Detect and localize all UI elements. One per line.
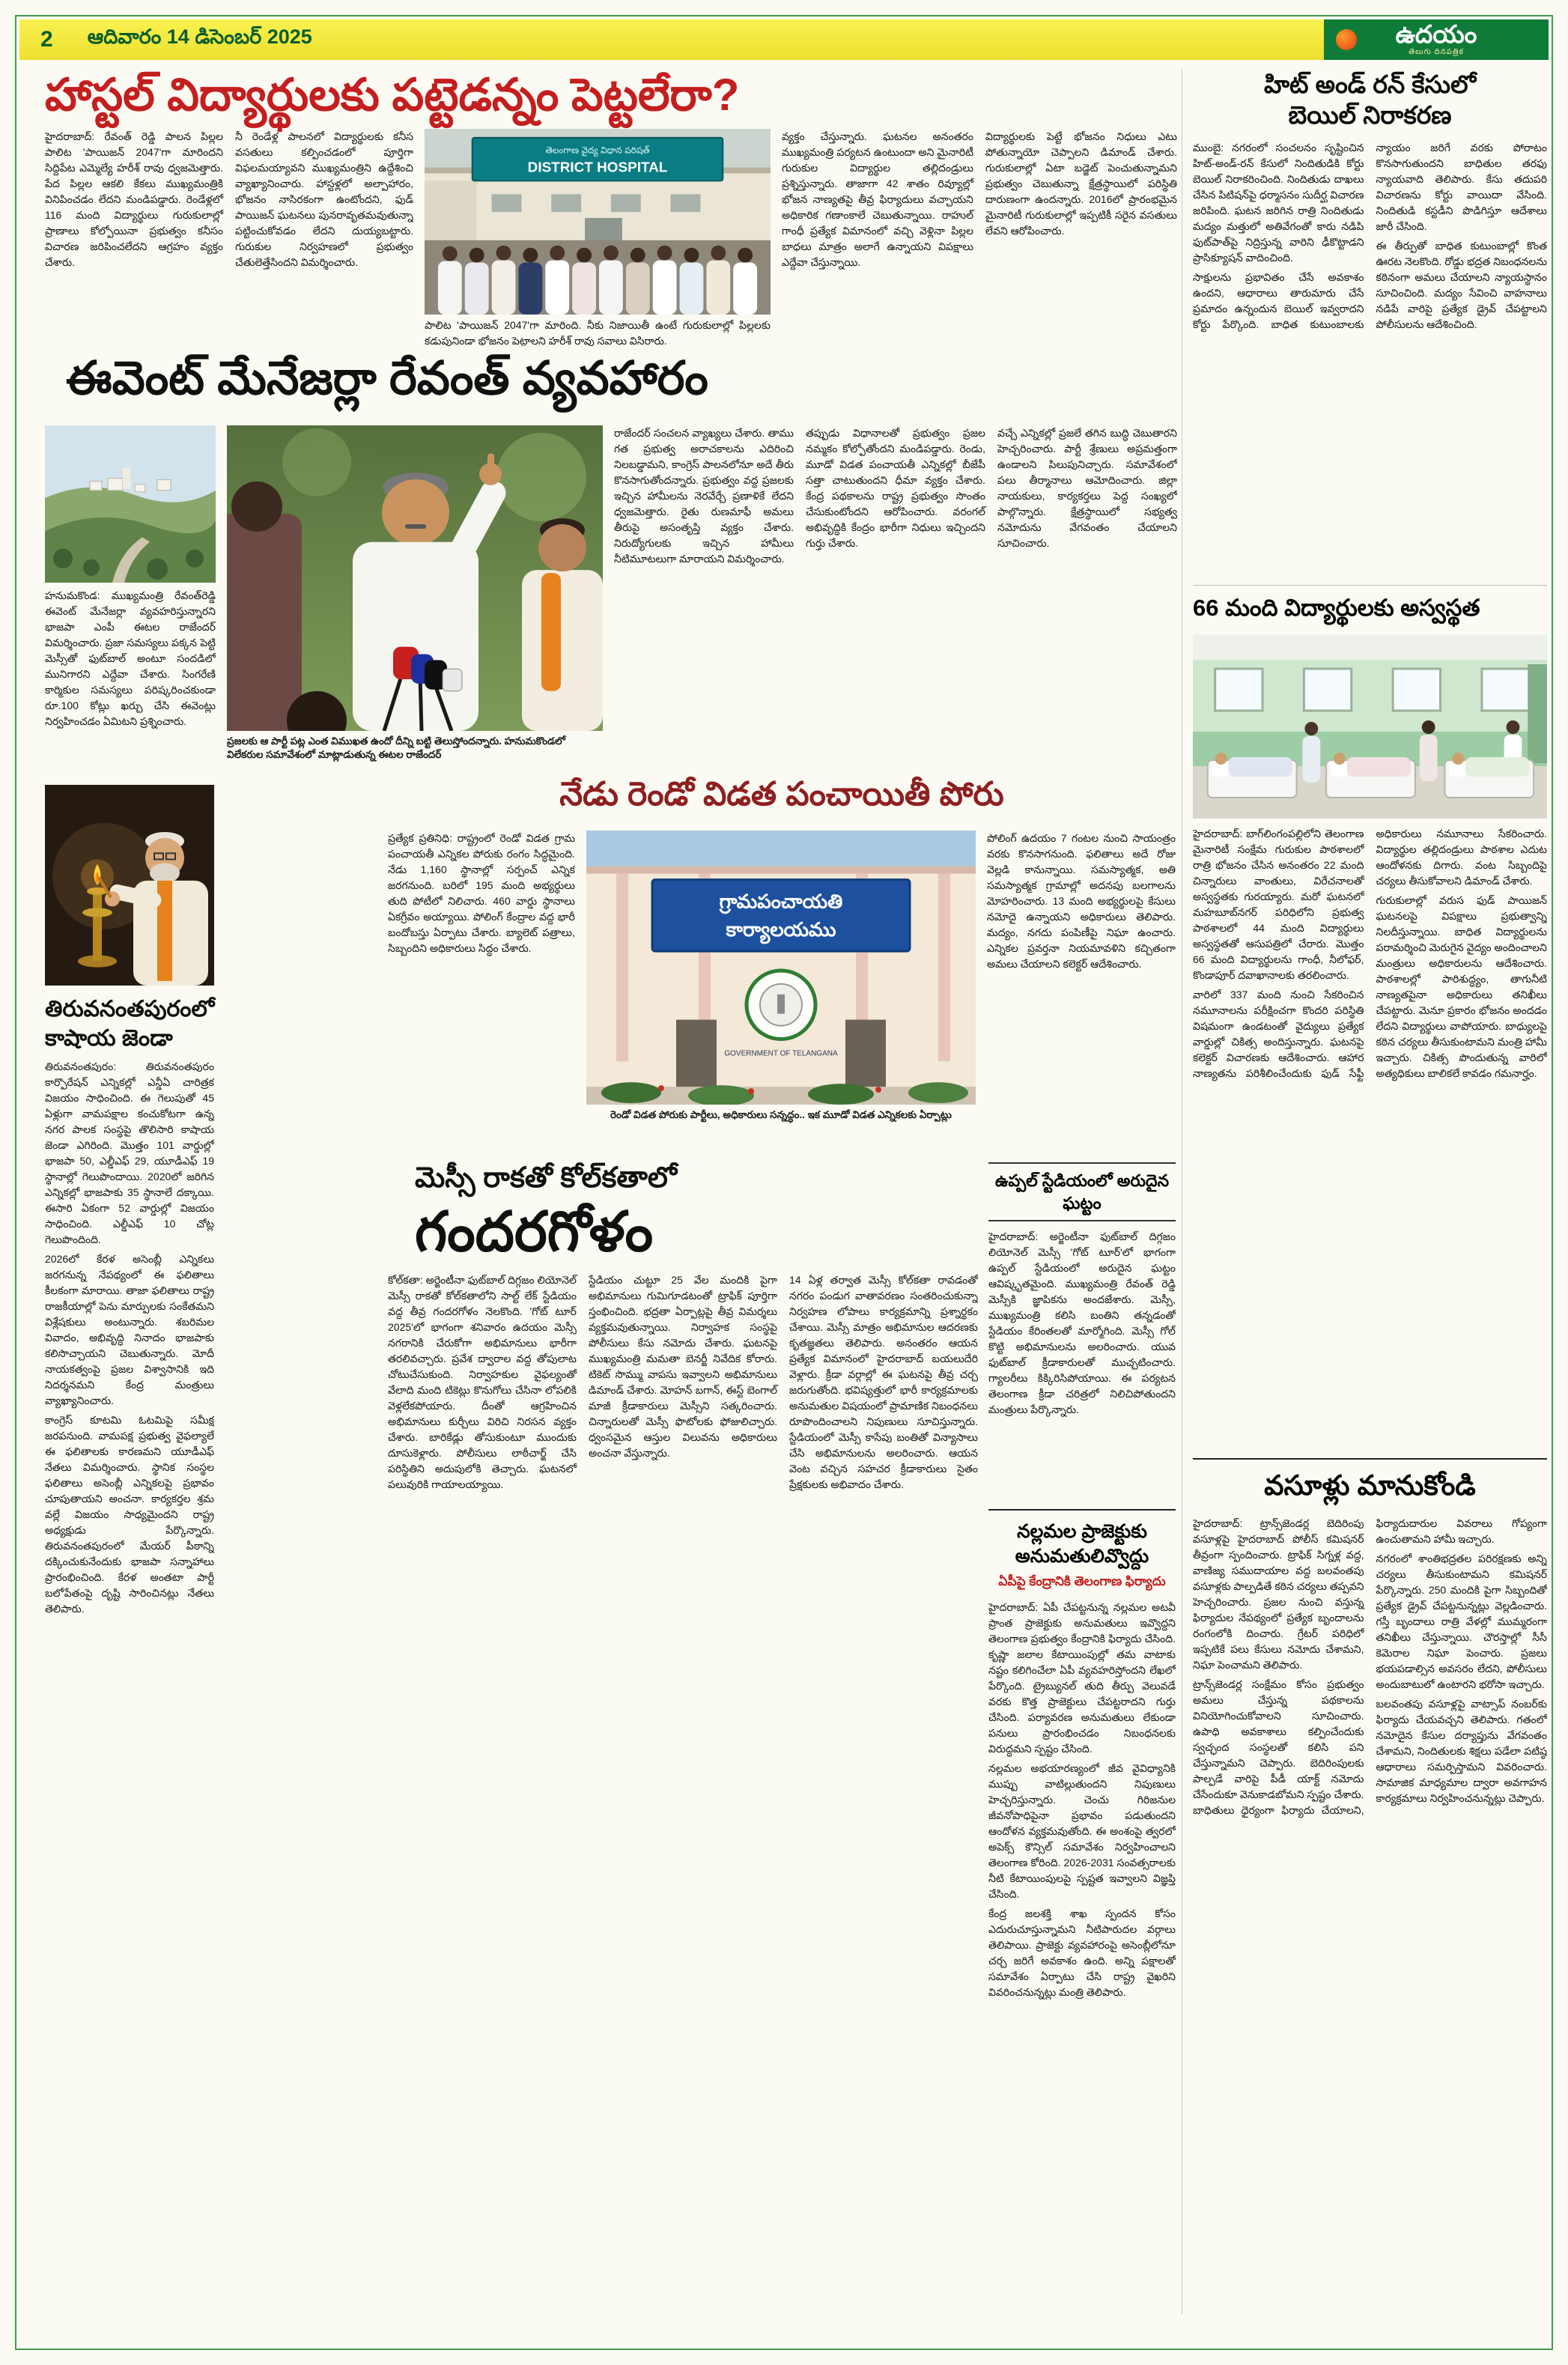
hit-and-run-headline — [1193, 69, 1547, 131]
event-body-left: హనుమకొండ: ముఖ్యమంత్రి రేవంత్‌రెడ్డి ఈవెంట్ మేనేజర్లా వ్యవహరిస్తున్నారని భాజపా ఎంపీ ఈటల రాజేందర్ విమర్శించారు. ప్రజా సమస్యలు పక్కన పెట్టి మెస్సీతో ఫుట్‌బాల్ అంటూ సందడిలో మునిగారని ఎద్దేవా చేశారు. సింగరేణి కార్మికుల సమస్యలు పరిష్కరించకుండా రూ.100 కోట్లు ఖర్చు చేసి ఈవెంట్లు నిర్వహించడం ఏమిటని ప్రశ్నించారు. — [45, 589, 216, 727]
right-rail — [1182, 69, 1547, 2314]
district-hospital-illustration — [425, 129, 771, 315]
newspaper-logo — [1324, 19, 1549, 60]
masthead-bar — [19, 19, 1549, 60]
lead-body-left: హైదరాబాద్: రేవంత్ రెడ్డి పాలన పిల్లల పాలిట 'పాయిజన్ 2047'గా మారిందని సిద్దిపేట ఎమ్మెల్యే హరీశ్ రావు ధ్వజమెత్తారు. పేద పిల్లల ఆకలి కేకలు ముఖ్యమంత్రికి వినిపించడం లేదని మండిపడ్డారు. రెండేళ్లలో 116 మంది విద్యార్థులు గురుకులాల్లో ప్రాణాలు కోల్పోయినా ప్రభుత్వం కనీసం విచారణ జరిపించలేదని ఆగ్రహం వ్యక్తం చేశారు. నీ రెండేళ్ల పాలనలో విద్యార్థులకు కనీస వసతులు కల్పించడంలో పూర్తిగా విఫలమయ్యావని ముఖ్యమంత్రిని ఉద్దేశించి వ్యాఖ్యానించారు. హాస్టళ్లలో అల్పాహారం, భోజనం నాసిరకంగా ఉంటోందని, ఫుడ్ పాయిజన్ ఘటనలు పునరావృతమవుతున్నా పట్టించుకోవడం లేదని దుయ్యబట్టారు. గురుకుల నిర్వహణలో ప్రభుత్వం చేతులెత్తేసిందని విమర్శించారు. — [45, 130, 413, 268]
uppal-body: హైదరాబాద్: అర్జెంటీనా ఫుట్‌బాల్ దిగ్గజం లియోనెల్ మెస్సీ 'గోట్ టూర్'లో భాగంగా ఉప్పల్ స్టేడియంలో అరుదైన ఘట్టం ఆవిష్కృతమైంది. ముఖ్యమంత్రి రేవంత్ రెడ్డి మెస్సీకి జ్ఞాపికను అందజేశారు. మెస్సీ, ముఖ్యమంత్రి కలిసి బంతిని తన్నడంతో స్టేడియం కేరింతలతో మార్మోగింది. మెస్సీ గోల్ కొట్టి అభిమానులను అలరించారు. యువ ఫుట్‌బాల్ క్రీడాకారులతో ముచ్చటించారు. గ్యాలరీలు కిక్కిరిసిపోయాయి. ఈ పర్యటన తెలంగాణ క్రీడా చరిత్రలో నిలిచిపోతుందని మంత్రులు పేర్కొన్నారు. — [988, 1230, 1176, 1416]
messi-body: కోల్‌కతా: అర్జెంటీనా ఫుట్‌బాల్ దిగ్గజం లియోనెల్ మెస్సీ రాకతో కోల్‌కతాలోని సాల్ట్ లేక్ స్టేడియం వద్ద తీవ్ర గందరగోళం నెలకొంది. 'గోట్ టూర్ 2025'లో భాగంగా శనివారం ఉదయం మెస్సీ నగరానికి చేరుకోగా అభిమానులు భారీగా తరలివచ్చారు. ప్రవేశ ద్వారాల వద్ద తోపులాట చోటుచేసుకుంది. నిర్వాహకుల వైఫల్యంతో వేలాది మంది టికెట్లు కొనుగోలు చేసినా లోపలికి వెళ్లలేకపోయారు. దీంతో ఆగ్రహించిన అభిమానులు కుర్చీలు విరిచి నిరసన వ్యక్తం చేశారు. బారికేడ్లు తోసుకుంటూ ముందుకు దూసుకెళ్లారు. పోలీసులు లాఠీచార్జ్ చేసి పరిస్థితిని అదుపులోకి తెచ్చారు. ఘటనలో పలువురికి గాయాలయ్యాయి. స్టేడియం చుట్టూ 25 వేల మందికి పైగా అభిమానులు గుమిగూడటంతో ట్రాఫిక్ పూర్తిగా స్తంభించింది. భద్రతా ఏర్పాట్లపై తీవ్ర విమర్శలు వ్యక్తమవుతున్నాయి. నిర్వాహక సంస్థపై పోలీసులు కేసు నమోదు చేశారు. ఘటనపై ముఖ్యమంత్రి మమతా బెనర్జీ నివేదిక కోరారు. టికెట్ సొమ్ము వాపసు ఇవ్వాలని అభిమానులు డిమాండ్ చేశారు. మోహన్ బగాన్, ఈస్ట్ బెంగాల్ మాజీ క్రీడాకారులు మెస్సీని సత్కరించారు. చిన్నారులతో మెస్సీ ఫొటోలకు ఫోజులిచ్చారు. ధ్వంసమైన ఆస్తుల విలువను అధికారులు అంచనా వేస్తున్నారు. 14 ఏళ్ల తర్వాత మెస్సీ కోల్‌కతా రావడంతో నగరం పండుగ వాతావరణం సంతరించుకున్నా నిర్వహణ లోపాలు కార్యక్రమాన్ని ప్రశ్నార్థకం చేశాయి. మెస్సీ మాత్రం అభిమానుల ఆదరణకు కృతజ్ఞతలు తెలిపారు. అనంతరం ఆయన ప్రత్యేక విమానంలో హైదరాబాద్ బయలుదేరి వెళ్లారు. క్రీడా వర్గాల్లో ఈ ఘటనపై తీవ్ర చర్చ జరుగుతోంది. భవిష్యత్తులో భారీ కార్యక్రమాలకు అనుమతుల విషయంలో ప్రామాణిక నిబంధనలు రూపొందించాలని నిపుణులు సూచిస్తున్నారు. స్టేడియంలో మెస్సీ కాసేపు బంతితో విన్యాసాలు చేసి అభిమానులను అలరించారు. ఆయన వెంట వచ్చిన సహచర క్రీడాకారులు సైతం ప్రేక్షకులకు అభివాదం చేశారు. — [388, 1274, 978, 1491]
logo-wordmark: ఉదయం — [1395, 19, 1477, 48]
panchayat-office-photo — [586, 831, 976, 1105]
lead-headline: హాస్టల్ విద్యార్థులకు పట్టెడన్నం పెట్టలేరా? — [45, 70, 740, 120]
hillside-photo — [45, 425, 216, 583]
event-photo-caption: ప్రజలకు ఆ పార్టీ పట్ల ఎంత విముఖత ఉందో దీన్ని బట్టి తెలుస్తోందన్నారు. హనుమకొండలో విలేకరుల సమావేశంలో మాట్లాడుతున్న ఈటల రాజేందర్ — [227, 735, 565, 760]
hit-and-run-headline-line2: బెయిల్ నిరాకరణ — [1288, 101, 1452, 130]
hospital-ward-illustration — [1193, 634, 1547, 819]
event-left-column — [45, 425, 216, 771]
ward-bed-1 — [1208, 753, 1297, 798]
saffron-headline-line2: కాషాయ జెండా — [45, 1026, 173, 1051]
ward-bed-3 — [1444, 753, 1534, 798]
press-meet-illustration — [227, 425, 603, 731]
etela-press-photo — [227, 425, 603, 731]
collections-body: హైదరాబాద్: ట్రాన్స్‌జెండర్ల బెదిరింపు వసూళ్లపై హైదరాబాద్ పోలీస్ కమిషనర్ తీవ్రంగా స్పందించారు. ట్రాఫిక్ సిగ్నళ్ల వద్ద, వాణిజ్య సముదాయాల వద్ద బలవంతపు వసూళ్లకు పాల్పడితే కఠిన చర్యలు తప్పవని హెచ్చరించారు. ప్రజల నుంచి వస్తున్న ఫిర్యాదుల నేపథ్యంలో ప్రత్యేక బృందాలను రంగంలోకి దించారు. గ్రేటర్ పరిధిలో ఇప్పటికే పలు కేసులు నమోదు చేశామని, నిఘా పెంచామని తెలిపారు. ట్రాన్స్‌జెండర్ల సంక్షేమం కోసం ప్రభుత్వం అమలు చేస్తున్న పథకాలను వినియోగించుకోవాలని సూచించారు. ఉపాధి అవకాశాలు కల్పించేందుకు స్వచ్ఛంద సంస్థలతో కలిసి పని చేస్తున్నామని చెప్పారు. బెదిరింపులకు పాల్పడే వారిపై పీడీ యాక్ట్ నమోదు చేసేందుకూ వెనుకాడబోమని స్పష్టం చేశారు. బాధితులు ధైర్యంగా ఫిర్యాదు చేయాలని, ఫిర్యాదుదారుల వివరాలు గోప్యంగా ఉంచుతామని హామీ ఇచ్చారు. నగరంలో శాంతిభద్రతల పరిరక్షణకు అన్ని చర్యలు తీసుకుంటామని కమిషనర్ పేర్కొన్నారు. 250 మందికి పైగా సిబ్బందితో ప్రత్యేక డ్రైవ్ చేపట్టనున్నట్లు వెల్లడించారు. గస్తీ బృందాలు రాత్రి వేళల్లో ముమ్మరంగా తనిఖీలు చేస్తున్నాయి. చౌరస్తాల్లో సీసీ కెమెరాల నిఘా పెంచారు. ప్రజలు భయపడాల్సిన అవసరం లేదని, పోలీసులు అందుబాటులో ఉంటారని భరోసా ఇచ్చారు. బలవంతపు వసూళ్లపై వాట్సాప్ నంబర్‌కు ఫిర్యాదు చేయవచ్చని తెలిపారు. గతంలో నమోదైన కేసుల దర్యాప్తును వేగవంతం చేశామని, నిందితులకు శిక్షలు పడేలా పటిష్ఠ ఆధారాలు సమర్పిస్తామని వివరించారు. సామాజిక మాధ్యమాల ద్వారా అవగాహన కార్యక్రమాలు నిర్వహించనున్నట్లు చెప్పారు. — [1193, 1517, 1547, 1816]
modi-lamp-photo — [45, 785, 214, 986]
sun-icon — [1336, 29, 1357, 50]
hospital-ward-photo — [1193, 634, 1547, 819]
event-body-right: రాజేందర్ సంచలన వ్యాఖ్యలు చేశారు. తాము గత ప్రభుత్వ అరాచకాలను ఎదిరించి నిలబడ్డామని, కాంగ్రెస్ పాలనలోనూ అదే తీరు కొనసాగుతోందన్నారు. ప్రభుత్వం వద్ద ప్రజలకు ఇచ్చిన హామీలను నెరవేర్చే ప్రణాళికే లేదని ధ్వజమెత్తారు. రైతు రుణమాఫీ అమలు తీరుపై అసంతృప్తి వ్యక్తం చేశారు. నిరుద్యోగులకు ఇచ్చిన హామీలు నీటిమూటలుగా మారాయని విమర్శించారు. తప్పుడు విధానాలతో ప్రభుత్వం ప్రజల నమ్మకం కోల్పోతోందని మండిపడ్డారు. రెండు, మూడో విడత పంచాయతీ ఎన్నికల్లో బీజేపీ సత్తా చాటుతుందని ధీమా వ్యక్తం చేశారు. కేంద్ర పథకాలను రాష్ట్ర ప్రభుత్వం సొంతం చేసుకుంటోందని ఆరోపించారు. వరంగల్ అభివృద్ధికి కేంద్రం భారీగా నిధులు ఇచ్చిందని గుర్తు చేశారు. వచ్చే ఎన్నికల్లో ప్రజలే తగిన బుద్ధి చెబుతారని హెచ్చరించారు. పార్టీ శ్రేణులు అప్రమత్తంగా ఉండాలని పిలుపునిచ్చారు. సమావేశంలో పలు తీర్మానాలు ఆమోదించారు. జిల్లా నాయకులు, కార్యకర్తలు పెద్ద సంఖ్యలో పాల్గొన్నారు. క్షేత్రస్థాయిలో సభ్యత్వ నమోదును వేగవంతం చేయాలని సూచించారు. — [614, 427, 1177, 565]
article-saffron-flag — [45, 785, 214, 2314]
hit-and-run-body: ముంబై: నగరంలో సంచలనం సృష్టించిన హిట్-అండ్-రన్ కేసులో నిందితుడికి కోర్టు బెయిల్ నిరాకరించింది. నిందితుడు దాఖలు చేసిన పిటిషన్‌పై ధర్మాసనం సుదీర్ఘ విచారణ జరిపింది. ఘటన జరిగిన రాత్రి నిందితుడు మద్యం మత్తులో అతివేగంతో కారు నడిపి ఫుట్‌పాత్‌పై నిద్రిస్తున్న వారిని ఢీకొట్టాడని ప్రాసిక్యూషన్ వాదించింది. సాక్షులను ప్రభావితం చేసే అవకాశం ఉందని, ఆధారాలు తారుమారు చేసే ప్రమాదం ఉన్నందున బెయిల్ ఇవ్వరాదని కోర్టు పేర్కొంది. బాధిత కుటుంబాలకు న్యాయం జరిగే వరకు పోరాటం కొనసాగుతుందని బాధితుల తరఫు న్యాయవాది తెలిపారు. కేసు తదుపరి విచారణను కోర్టు వాయిదా వేసింది. నిందితుడి కస్టడీని పొడిగిస్తూ ఆదేశాలు జారీ చేసింది. ఈ తీర్పుతో బాధిత కుటుంబాల్లో కొంత ఊరట నెలకొంది. రోడ్డు భద్రత నిబంధనలను కఠినంగా అమలు చేయాలని న్యాయస్థానం సూచించింది. మద్యం సేవించి వాహనాలు నడిపే వారిపై ప్రత్యేక డ్రైవ్ చేపట్టాలని పోలీసులను ఆదేశించింది. — [1193, 141, 1547, 330]
hillside-illustration — [45, 425, 216, 583]
nallamala-subhead: ఏపీపై కేంద్రానికి తెలంగాణ ఫిర్యాదు — [998, 1574, 1166, 1589]
article-messi — [388, 1162, 978, 2314]
lead-body-right: వ్యక్తం చేస్తున్నారు. ఘటనల అనంతరం ముఖ్యమంత్రి పర్యటన ఉంటుందా అని మైనారిటీ గురుకుల విద్యార్థుల తల్లిదండ్రులు ప్రశ్నిస్తున్నారు. తాజాగా 42 శాతం రివ్యూల్లో భోజన నాణ్యతపై తీవ్ర ఫిర్యాదులు వచ్చాయని అధికారిక గణాంకాలే చెబుతున్నాయి. రాహుల్ గాంధీ ప్రత్యేక విమానంలో వచ్చి వెళ్లినా పిల్లల బాధలు మాత్రం అలాగే ఉన్నాయని విపక్షాలు ఎద్దేవా చేస్తున్నాయి. విద్యార్థులకు పెట్టే భోజనం నిధులు ఎటు పోతున్నాయో చెప్పాలని డిమాండ్ చేశారు. గురుకులాల్లో ఏటా బడ్జెట్ పెంచుతున్నామని ప్రభుత్వం చెబుతున్నా క్షేత్రస్థాయిలో పరిస్థితి దారుణంగా ఉందన్నారు. 2016లో ప్రారంభమైన మైనారిటీ గురుకులాల్లో ఇప్పటికీ సరైన వసతులు లేవని ఆరోపించారు. — [782, 130, 1177, 268]
panchayat-photo-block — [586, 831, 976, 1152]
panchayat-photo-caption: రెండో విడత పోరుకు పార్టీలు, అధికారులు సన్నద్ధం.. ఇక మూడో విడత ఎన్నికలకు ఏర్పాట్లు — [610, 1109, 952, 1120]
hit-and-run-headline-line1: హిట్ అండ్ రన్ కేసులో — [1263, 70, 1477, 98]
hospital-sign-main-text: DISTRICT HOSPITAL — [527, 160, 668, 176]
ward-bed-2 — [1326, 753, 1415, 798]
panchayat-sign-line2: కార్యాలయము — [726, 920, 836, 941]
lead-photo-block — [425, 129, 771, 346]
panchayat-office-illustration — [586, 831, 976, 1105]
lamp-lighting-illustration — [45, 785, 214, 986]
hospital-sign-top-text: తెలంగాణ వైద్య విధాన పరిషత్ — [545, 145, 650, 156]
page-number: 2 — [40, 27, 53, 52]
emblem-caption-text: GOVERNMENT OF TELANGANA — [724, 1049, 838, 1058]
article-event-manager — [45, 352, 1177, 771]
uppal-headline: ఉప్పల్ స్టేడియంలో అరుదైన ఘట్టం — [988, 1162, 1176, 1221]
event-photo-block — [227, 425, 603, 771]
nallamala-body: హైదరాబాద్: ఏపీ చేపట్టనున్న నల్లమల అటవీ ప్రాంత ప్రాజెక్టుకు అనుమతులు ఇవ్వొద్దని తెలంగాణ ప్రభుత్వం కేంద్రానికి ఫిర్యాదు చేసింది. కృష్ణా జలాల కేటాయింపుల్లో తమ వాటాకు నష్టం కలిగించేలా ఏపీ వ్యవహరిస్తోందని లేఖలో పేర్కొంది. ట్రైబ్యునల్ తుది తీర్పు వెలువడే వరకు కొత్త ప్రాజెక్టులు చేపట్టరాదని గుర్తు చేసింది. పర్యావరణ అనుమతులు లేకుండా పనులు ప్రారంభించడం నిబంధనలకు విరుద్ధమని స్పష్టం చేసింది. నల్లమల అభయారణ్యంలో జీవ వైవిధ్యానికి ముప్పు వాటిల్లుతుందని నిపుణులు హెచ్చరిస్తున్నారు. చెంచు గిరిజనుల జీవనోపాధిపైనా ప్రభావం పడుతుందని ఆందోళన వ్యక్తమవుతోంది. ఈ అంశంపై త్వరలో అపెక్స్ కౌన్సిల్ సమావేశం నిర్వహించాలని తెలంగాణ కోరింది. 2026-2031 సంవత్సరాలకు నీటి కేటాయింపులపై స్పష్టత ఇవ్వాలని విజ్ఞప్తి చేసింది. కేంద్ర జలశక్తి శాఖ స్పందన కోసం ఎదురుచూస్తున్నామని నీటిపారుదల వర్గాలు తెలిపాయి. ప్రాజెక్టు వ్యవహారంపై అసెంబ్లీలోనూ చర్చ జరిగే అవకాశం ఉంది. అన్ని పక్షాలతో సమావేశం ఏర్పాటు చేసి రాష్ట్ర వైఖరిని వివరించనున్నట్లు మంత్రి తెలిపారు. — [988, 1601, 1176, 1999]
article-lead — [45, 129, 1177, 346]
saffron-headline-line1: తిరువనంతపురంలో — [45, 997, 215, 1021]
students-sick-body: హైదరాబాద్: బాగ్‌లింగంపల్లిలోని తెలంగాణ మైనారిటీ సంక్షేమ గురుకుల పాఠశాలలో రాత్రి భోజనం చేసిన అనంతరం 22 మంది చిన్నారులు వాంతులు, విరేచనాలతో అస్వస్థతకు గురయ్యారు. మరో ఘటనలో మహబూబ్‌నగర్ పరిధిలోని ప్రభుత్వ పాఠశాలలో 44 మంది విద్యార్థులు అస్వస్థతతో ఆసుపత్రిలో చేరారు. మొత్తం 66 మంది విద్యార్థులను గాంధీ, నీలోఫర్, కొండాపూర్ దవాఖానాలకు తరలించారు. వారిలో 337 మంది నుంచి సేకరించిన నమూనాలను పరీక్షించగా కొందరి పరిస్థితి విషమంగా ఉండటంతో వైద్యులు ప్రత్యేక వార్డుల్లో చికిత్స అందిస్తున్నారు. ఘటనపై కలెక్టర్ విచారణకు ఆదేశించారు. ఆహార నాణ్యతను పరిశీలించేందుకు ఫుడ్ సేఫ్టీ అధికారులు నమూనాలు సేకరించారు. విద్యార్థుల తల్లిదండ్రులు పాఠశాల ఎదుట ఆందోళనకు దిగారు. వంట సిబ్బందిపై చర్యలు తీసుకోవాలని డిమాండ్ చేశారు. గురుకులాల్లో వరుస ఫుడ్ పాయిజన్ ఘటనలపై విపక్షాలు ప్రభుత్వాన్ని నిలదీస్తున్నాయి. బాధిత విద్యార్థులను పరామర్శించి మెరుగైన వైద్యం అందించాలని మంత్రులు అధికారులను ఆదేశించారు. పాఠశాలల్లో పారిశుద్ధ్యం, తాగునీటి నాణ్యతపైనా అధికారులు తనిఖీలు చేపట్టారు. మెనూ ప్రకారం భోజనం అందడం లేదని విద్యార్థులు వాపోయారు. బాధ్యులపై కఠిన చర్యలు తీసుకుంటామని మంత్రి హామీ ఇచ్చారు. చికిత్స పొందుతున్న వారిలో అత్యధికులు బాలికలే కావడం గమనార్హం. — [1193, 827, 1547, 1079]
article-panchayat — [388, 776, 1176, 1152]
panchayat-sign-line1: గ్రామపంచాయతి — [719, 891, 843, 913]
messi-headline-main: గందరగోళం — [415, 1200, 654, 1263]
panchayat-body-left: ప్రత్యేక ప్రతినిధి: రాష్ట్రంలో రెండో విడత గ్రామ పంచాయతీ ఎన్నికల పోరుకు రంగం సిద్ధమైంది. నేడు 1,160 స్థానాల్లో సర్పంచ్ ఎన్నిక జరగనుంది. బరిలో 195 మంది అభ్యర్థులు తుది పోటీలో నిలిచారు. 460 వార్డు స్థానాలు ఏకగ్రీవం అయ్యాయి. పోలింగ్ కేంద్రాల వద్ద భారీ బందోబస్తు ఏర్పాటు చేశారు. బ్యాలెట్ పత్రాలు, సిబ్బందిని అధికారులు సిద్ధం చేశారు. — [388, 832, 575, 954]
mid-right-column — [988, 1162, 1176, 2314]
logo-tagline: తెలుగు దినపత్రిక — [1409, 48, 1464, 57]
edition-date: ఆదివారం 14 డిసెంబర్ 2025 — [87, 25, 312, 48]
saffron-flag-headline — [45, 995, 214, 1053]
panchayat-headline: నేడు రెండో విడత పంచాయితీ పోరు — [559, 776, 1004, 813]
event-headline: ఈవెంట్ మేనేజర్లా రేవంత్ వ్యవహారం — [66, 353, 708, 404]
lead-photo-under-text: పాలిట 'పాయిజన్ 2047'గా మారింది. నీకు నిజాయితీ ఉంటే గురుకులాల్లో పిల్లలకు కడుపునిండా భోజనం పెట్టాలని హరీశ్ రావు సవాలు విసిరారు. — [425, 319, 771, 346]
nallamala-headline: నల్లమల ప్రాజెక్టుకు అనుమతులివ్వొద్దు — [988, 1509, 1176, 1568]
students-sick-headline: 66 మంది విద్యార్థులకు అస్వస్థత — [1193, 585, 1547, 627]
panchayat-body-right: పోలింగ్ ఉదయం 7 గంటల నుంచి సాయంత్రం వరకు కొనసాగనుంది. ఫలితాలు అదే రోజు వెల్లడి కానున్నాయి. సమస్యాత్మక, అతి సమస్యాత్మక గ్రామాల్లో అదనపు బలగాలను మోహరించారు. 13 మంది అభ్యర్థులపై కేసులు నమోదై ఉన్నాయని అధికారులు తెలిపారు. మద్యం, నగదు పంపిణీపై నిఘా ఉంచారు. ఎన్నికల ప్రవర్తనా నియమావళిని కచ్చితంగా అమలు చేయాలని కలెక్టర్ ఆదేశించారు. — [987, 832, 1176, 970]
district-hospital-photo — [425, 129, 771, 315]
collections-headline: వసూళ్లు మానుకోండి — [1193, 1458, 1547, 1508]
saffron-flag-body: తిరువనంతపురం: తిరువనంతపురం కార్పొరేషన్ ఎన్నికల్లో ఎన్డీఏ చారిత్రక విజయం సాధించింది. ఈ గెలుపుతో 45 ఏళ్లుగా వామపక్షాల కంచుకోటగా ఉన్న నగర పాలక సంస్థపై తొలిసారి కాషాయ జెండా ఎగిరింది. మొత్తం 101 వార్డుల్లో భాజపా 50, ఎల్డీఎఫ్ 29, యూడీఎఫ్ 19 స్థానాల్లో గెలుపొందాయి. 2020లో జరిగిన ఎన్నికల్లో భాజపాకు 35 స్థానాలే దక్కాయి. ఈసారి ఏకంగా 52 వార్డుల్లో విజయం సాధించింది. ఎల్డీఎఫ్ 10 చోట్ల గెలుపొందింది. 2026లో కేరళ అసెంబ్లీ ఎన్నికలు జరగనున్న నేపథ్యంలో ఈ ఫలితాలు కీలకంగా మారాయి. తాజా ఫలితాలు రాష్ట్ర రాజకీయాల్లో పెను మార్పులకు సంకేతమని విశ్లేషకులు అంటున్నారు. శబరిమల వివాదం, అభివృద్ధి నినాదం భాజపాకు కలిసొచ్చాయని చెబుతున్నారు. మోదీ నాయకత్వంపై ప్రజల విశ్వాసానికి ఇది నిదర్శనమని కేంద్ర మంత్రులు వ్యాఖ్యానించారు. కాంగ్రెస్ కూటమి ఓటమిపై సమీక్ష జరపనుంది. వామపక్ష ప్రభుత్వ వైఫల్యాలే ఈ ఫలితాలకు కారణమని యూడీఎఫ్ నేతలు విమర్శించారు. స్థానిక సంస్థల ఫలితాలు అసెంబ్లీ ఎన్నికలపై ప్రభావం చూపుతాయని అంచనా. కార్యకర్తల శ్రమ వల్లే విజయం సాధ్యమైందని రాష్ట్ర అధ్యక్షుడు పేర్కొన్నారు. తిరువనంతపురంలో మేయర్ పీఠాన్ని దక్కించుకునేందుకు భాజపా సన్నాహాలు ప్రారంభించింది. కేరళ అంతటా పార్టీ బలోపేతంపై దృష్టి సారించినట్లు నేతలు తెలిపారు. — [45, 1060, 214, 1615]
messi-headline-top: మెస్సీ రాకతో కోల్‌కతాలో — [415, 1162, 677, 1194]
